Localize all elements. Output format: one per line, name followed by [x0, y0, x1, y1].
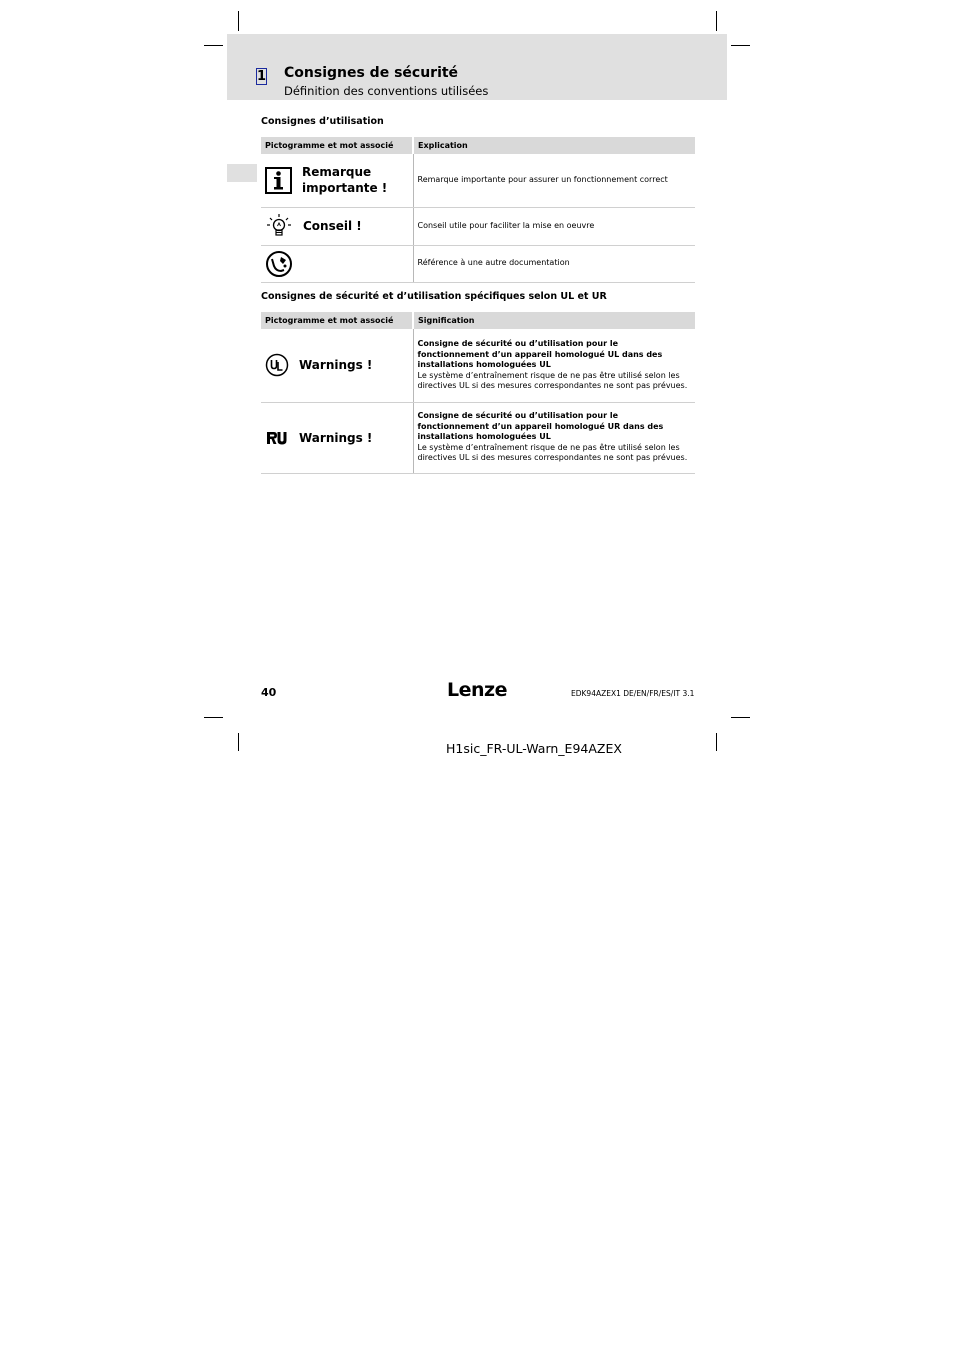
chapter-number: 1 — [257, 69, 267, 84]
table-header-row — [261, 312, 695, 329]
explanation-cell: Conseil utile pour faciliter la mise en oeuvre — [413, 207, 695, 245]
signification-bold: Consigne de sécurité ou d’utilisation pour le fonctionnement d’un appareil homologué UL dans des installations homologuées UL — [417, 339, 663, 369]
reference-icon — [265, 250, 293, 278]
column-header: Pictogramme et mot associé — [261, 312, 413, 329]
ul-table — [261, 312, 695, 474]
explanation-cell: Remarque importante pour assurer un fonctionnement correct — [413, 154, 695, 207]
table-row — [261, 245, 695, 282]
crop-mark — [731, 45, 750, 46]
signification-cell — [413, 329, 695, 402]
column-header: Pictogramme et mot associé — [261, 137, 413, 154]
explanation-cell: Référence à une autre documentation — [413, 245, 695, 282]
pictogram-word: Warnings ! — [299, 358, 373, 373]
crop-mark — [238, 733, 239, 751]
table-row — [261, 329, 695, 402]
usage-table — [261, 137, 695, 283]
section-title-ul: Consignes de sécurité et d’utilisation spécifiques selon UL et UR — [261, 291, 607, 302]
table-header-row — [261, 137, 695, 154]
page-number: 40 — [261, 686, 277, 699]
crop-mark — [204, 45, 223, 46]
chapter-side-tab — [227, 164, 257, 182]
table-row — [261, 402, 695, 473]
signification-bold: Consigne de sécurité ou d’utilisation pour le fonctionnement d’un appareil homologué UR dans des installations homologuées UL — [417, 411, 664, 442]
page-subtitle: Définition des conventions utilisées — [284, 84, 489, 98]
crop-mark — [716, 11, 717, 31]
info-icon — [265, 167, 292, 194]
crop-mark — [238, 11, 239, 31]
lightbulb-icon — [265, 212, 293, 240]
signification-cell — [413, 402, 695, 473]
table-row — [261, 154, 695, 207]
lenze-logo: Lenze — [447, 679, 507, 701]
ul-listed-icon — [265, 353, 289, 377]
signification-text: Le système d’entraînement risque de ne pas être utilisé selon les directives UL si des mesures correspondantes ne sont pas prévues. — [417, 442, 688, 463]
document-reference: EDK94AZEX1 DE/EN/FR/ES/IT 3.1 — [571, 689, 695, 698]
crop-mark — [716, 733, 717, 751]
pictogram-word: Remarque importante ! — [302, 165, 388, 196]
section-title-usage: Consignes d’utilisation — [261, 116, 384, 127]
crop-mark — [204, 717, 223, 718]
ur-recognized-icon — [265, 430, 289, 446]
column-header: Signification — [413, 312, 695, 329]
table-row — [261, 207, 695, 245]
page-title: Consignes de sécurité — [284, 65, 459, 81]
column-header: Explication — [413, 137, 695, 154]
pictogram-word: Conseil ! — [303, 219, 362, 233]
signification-text: Le système d’entraînement risque de ne pas être utilisé selon les directives UL si des mesures correspondantes ne sont pas prévues. — [417, 370, 688, 390]
file-name-label: H1sic_FR-UL-Warn_E94AZEX — [446, 741, 622, 756]
pictogram-word: Warnings ! — [299, 430, 373, 445]
crop-mark — [731, 717, 750, 718]
